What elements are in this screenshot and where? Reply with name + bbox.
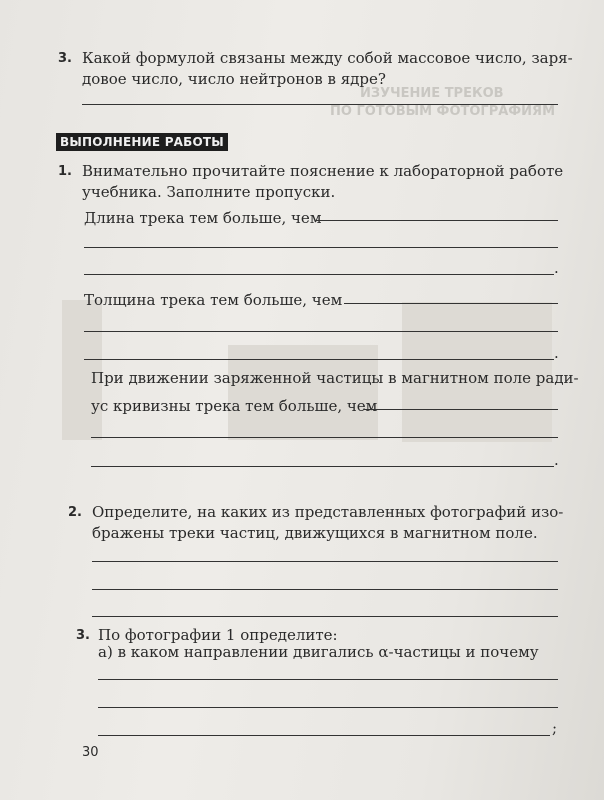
question-text: довое число, число нейтронов в ядре? xyxy=(82,70,386,88)
question-text: Какой формулой связаны между собой массовое число, заря- xyxy=(82,49,573,67)
task-text: По фотографии 1 определите: xyxy=(98,626,338,644)
task-text: учебника. Заполните пропуски. xyxy=(82,183,336,201)
task-text: Внимательно прочитайте пояснение к лабораторной работе xyxy=(82,162,564,180)
answer-line[interactable] xyxy=(98,679,558,680)
task-number: 2. xyxy=(68,505,82,520)
answer-line[interactable] xyxy=(91,437,558,438)
task-number: 3. xyxy=(76,628,90,643)
period: . xyxy=(554,451,559,469)
fill-in-prompt: Толщина трека тем больше, чем xyxy=(84,291,343,309)
page-number: 30 xyxy=(82,745,99,760)
answer-line[interactable] xyxy=(98,735,550,736)
answer-line[interactable] xyxy=(364,409,558,410)
task-subitem: а) в каком направлении двигались α-частицы и почему xyxy=(98,643,539,661)
fill-in-prompt: При движении заряженной частицы в магнитном поле ради- xyxy=(91,369,579,387)
answer-line[interactable] xyxy=(91,466,554,467)
fill-in-prompt: Длина трека тем больше, чем xyxy=(84,209,322,227)
answer-line[interactable] xyxy=(92,561,558,562)
answer-line[interactable] xyxy=(344,303,558,304)
answer-line[interactable] xyxy=(92,616,558,617)
period: . xyxy=(554,344,559,362)
period: . xyxy=(554,259,559,277)
answer-line[interactable] xyxy=(84,247,558,248)
task-text: бражены треки частиц, движущихся в магнитном поле. xyxy=(92,524,538,542)
answer-line[interactable] xyxy=(316,220,558,221)
answer-line[interactable] xyxy=(84,359,554,360)
answer-line[interactable] xyxy=(92,589,558,590)
answer-line[interactable] xyxy=(84,331,558,332)
section-heading: ВЫПОЛНЕНИЕ РАБОТЫ xyxy=(56,133,228,151)
show-through-text: ПО ГОТОВЫМ ФОТОГРАФИЯМ xyxy=(330,104,556,119)
show-through-text: ИЗУЧЕНИЕ ТРЕКОВ xyxy=(360,86,504,101)
answer-line[interactable] xyxy=(84,274,554,275)
answer-line[interactable] xyxy=(82,104,558,105)
question-number: 3. xyxy=(58,51,72,66)
answer-line[interactable] xyxy=(98,707,558,708)
task-number: 1. xyxy=(58,164,72,179)
task-text: Определите, на каких из представленных фотографий изо- xyxy=(92,503,564,521)
fill-in-prompt: ус кривизны трека тем больше, чем xyxy=(91,397,378,415)
semicolon: ; xyxy=(552,719,558,737)
